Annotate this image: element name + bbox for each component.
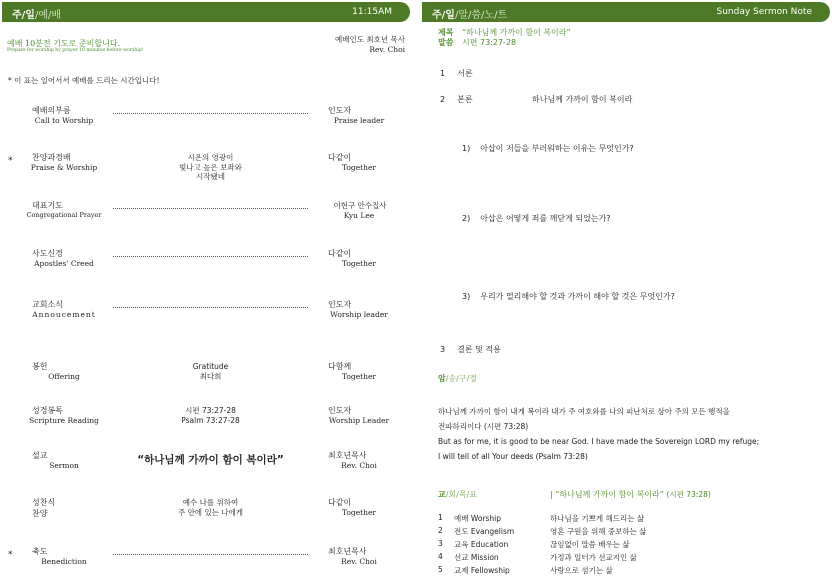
order-row-creed	[0, 248, 415, 288]
leader-korean: 다같이	[328, 249, 352, 258]
title-value: “하나님께 가까이 함이 복이라”	[462, 28, 571, 37]
order-title-korean: 교회소식	[32, 300, 63, 309]
order-title-korean: 사도신경	[32, 249, 63, 258]
sermon-note-header-bar	[422, 2, 830, 22]
leader-dots	[113, 303, 308, 308]
leader-korean: 최호년목사	[328, 451, 367, 460]
sermon-note-header-right: Sunday Sermon Note	[716, 7, 812, 17]
worship-leader: 예배인도 최호년 목사 Rev. Choi	[335, 35, 405, 54]
order-title-english: Scripture Reading	[29, 416, 99, 425]
leader-english: Worship Leader	[328, 416, 390, 425]
leader-dots	[113, 204, 308, 209]
leader-dots	[113, 252, 308, 257]
leader-english: Kyu Lee	[343, 211, 375, 220]
church-goal-title: | “하나님께 가까이 함이 복이라” (시편 73:28)	[550, 490, 711, 499]
order-row-sermon	[0, 450, 415, 490]
order-row-prayer	[0, 200, 415, 240]
order-title-english: Offering	[48, 372, 80, 381]
worship-order-panel	[0, 0, 415, 578]
leader-dots	[113, 550, 308, 555]
scripture-label: 말씀	[438, 38, 454, 47]
order-title-english: Congregational Prayer	[26, 211, 102, 219]
standing-star: *	[8, 156, 13, 166]
order-row-offering	[0, 361, 415, 401]
order-title-korean: 설교	[32, 451, 48, 460]
outline-note: 하나님께 가까이 함이 복이라	[532, 95, 633, 104]
leader-english: Praise leader	[333, 116, 385, 125]
leader-korean: 다같이	[328, 498, 352, 507]
order-title-korean: 성찬식 찬양	[32, 498, 56, 518]
goal-row: 5 교제 Fellowship 사랑으로 섬기는 삶	[438, 565, 613, 575]
standing-star: *	[8, 550, 13, 560]
goal-row: 2 전도 Evangelism 영혼 구원을 위해 중보하는 삶	[438, 526, 647, 536]
goal-row: 1 예배 Worship 하나님을 기쁘게 해드리는 삶	[438, 513, 645, 523]
leader-korean: 인도자	[328, 106, 352, 115]
leader-english: Worship leader	[330, 310, 388, 319]
order-title-english: Apostles' Creed	[34, 259, 94, 268]
order-row-call-to-worship	[0, 105, 415, 145]
prayer-notice: 예배 10분전 기도로 준비합니다.	[7, 39, 121, 48]
communion-songs: 예수 나를 위하여 주 안에 있는 나에게	[177, 498, 244, 517]
leader-english: Rev. Choi	[341, 461, 377, 470]
praise-songs: 시온의 영광이 빛나고 높은 보좌와 시작됐네	[179, 153, 242, 181]
sermon-note-header-title: 주/일/말/씀/노/트	[432, 10, 508, 21]
worship-header-title: 주/일/예/배	[12, 10, 62, 21]
leader-korean: 인도자	[328, 406, 352, 415]
leader-korean: 인도자	[328, 300, 352, 309]
order-title-korean: 찬양과경배	[32, 153, 71, 162]
worship-header-bar	[2, 2, 410, 22]
order-title-english: Sermon	[49, 461, 79, 470]
worship-time: 11:15AM	[352, 7, 392, 17]
standing-note: * 이 표는 일어서서 예배를 드리는 시간입니다!	[8, 76, 160, 85]
leader-english: Together	[341, 508, 377, 517]
order-title-english: Annoucement	[32, 310, 96, 319]
order-title-english: Call to Worship	[34, 116, 94, 125]
order-row-benediction	[0, 546, 415, 586]
sermon-note-panel	[420, 0, 835, 578]
outline-subitem: 1) 아삽이 저들을 부러워하는 이유는 무엇인가?	[462, 144, 634, 153]
order-title-english: Benediction	[41, 557, 87, 566]
order-title-english: Praise & Worship	[30, 163, 98, 172]
church-goal-heading: 교/회/목/표	[438, 490, 478, 499]
goal-row: 3 교육 Education 끊임없이 말씀 배우는 삶	[438, 539, 630, 549]
order-title-korean: 대표기도	[32, 201, 63, 210]
leader-dots	[113, 109, 308, 114]
sermon-title: “하나님께 가까이 함이 복이라”	[137, 454, 284, 466]
goal-row: 4 선교 Mission 가정과 일터가 선교지인 삶	[438, 552, 637, 562]
leader-english: Rev. Choi	[341, 557, 377, 566]
leader-english: Together	[341, 163, 377, 172]
order-title-korean: 예배의부름	[32, 106, 71, 115]
title-label: 제목	[438, 28, 454, 37]
order-title-korean: 봉헌	[32, 362, 48, 371]
outline-item: 2 본론 하나님께 가까이 함이 복이라	[440, 95, 633, 104]
order-row-praise	[0, 152, 415, 192]
outline-item: 3 결론 및 적용	[440, 345, 501, 354]
order-row-communion	[0, 497, 415, 537]
leader-korean: 최호년목사	[328, 547, 367, 556]
order-title-korean: 성경봉독	[32, 406, 63, 415]
leader-english: Together	[341, 372, 377, 381]
order-title-korean: 축도	[32, 547, 48, 556]
offering-song: Gratitude 최다희	[192, 362, 229, 381]
order-row-announcement	[0, 299, 415, 339]
prayer-notice-english: Prepare for worship by prayer 10 minutes before worship!	[7, 48, 144, 53]
leader-english: Together	[341, 259, 377, 268]
memory-verse: 하나님께 가까이 함이 내게 복이라 내가 주 여호와를 나의 피난처로 삼아 주의 모든 행적을 전파하리이다 (시편 73:28) But as for me, it is good to be near God. I have made the Sovereign LORD my refuge; I will tell of all Your deeds (Psalm 73:28)	[438, 407, 760, 461]
outline-item: 1 서론	[440, 69, 473, 78]
leader-korean: 다같이	[328, 153, 352, 162]
order-row-scripture	[0, 405, 415, 445]
outline-subitem: 2) 아삽은 어떻게 죄를 깨닫게 되었는가?	[462, 214, 611, 223]
leader-korean: 이현구 안수집사	[333, 201, 387, 210]
memory-verse-heading: 암/송/구/절	[438, 374, 478, 383]
scripture-reference: 시편 73:27-28 Psalm 73:27-28	[181, 406, 240, 425]
outline-subitem: 3) 우리가 멀리해야 할 것과 가까이 해야 할 것은 무엇인가?	[462, 292, 675, 301]
scripture-value: 시편 73:27-28	[462, 38, 517, 47]
leader-korean: 다함께	[328, 362, 352, 371]
